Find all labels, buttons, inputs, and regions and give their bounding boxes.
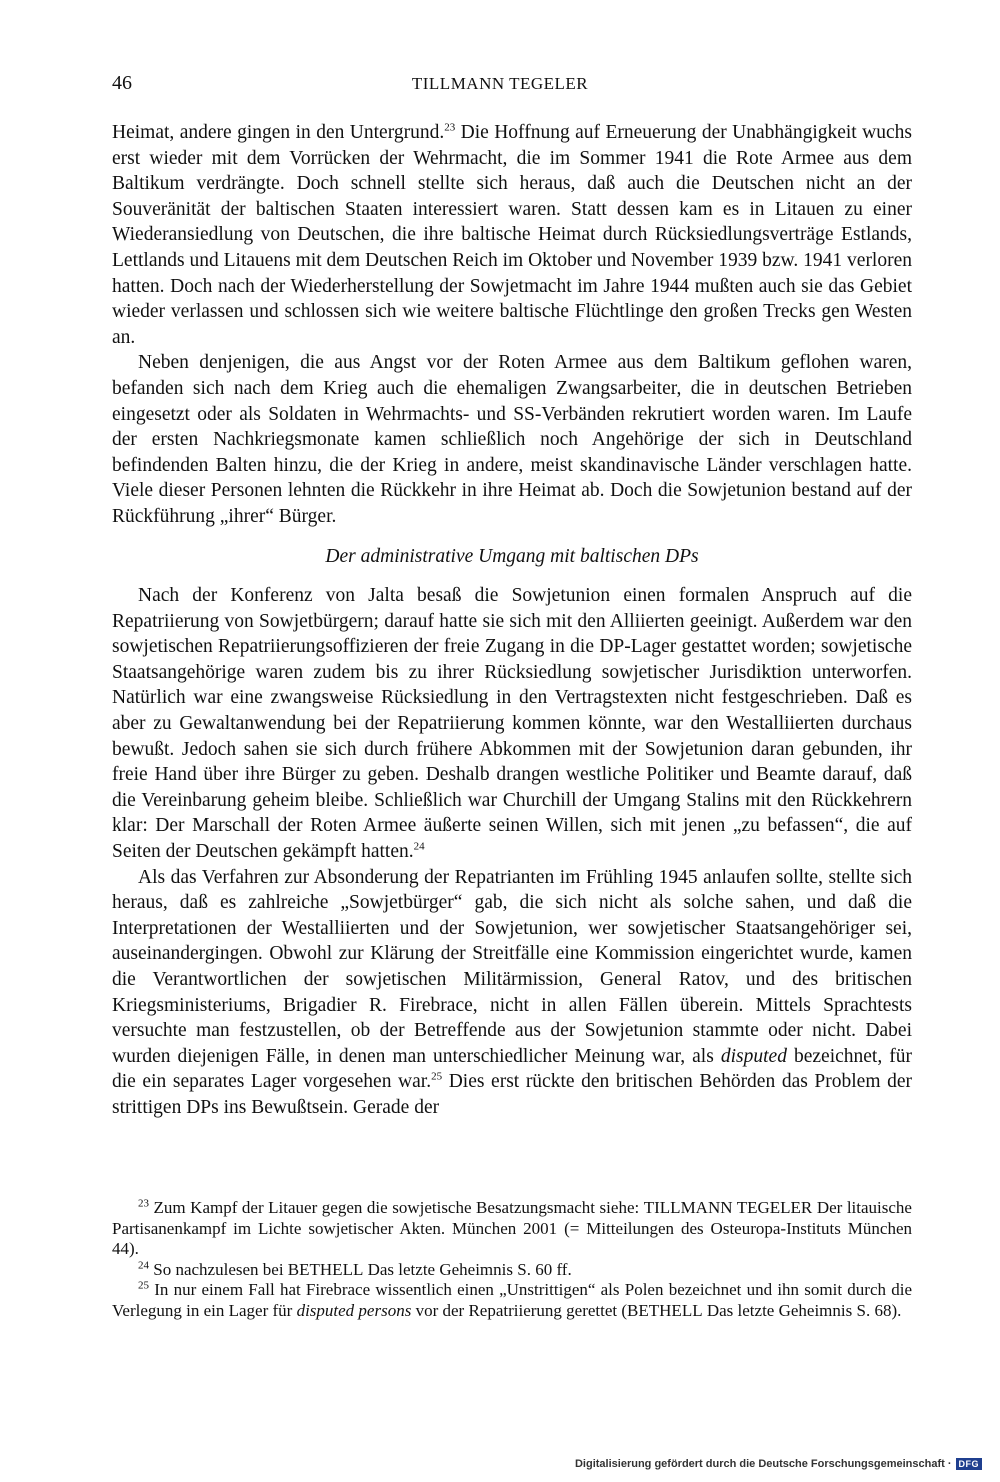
footnote-ref-25: 25 [431,1070,443,1083]
footnote-ref-24: 24 [413,840,425,853]
footnote-ref-23: 23 [444,121,456,134]
footnote-23: $^{23}$ Zum Kampf der Litauer gegen die sowjetische Besatzungsmacht siehe: TILLMANN TEGELER Der litauische Partisanenkampf im Lichte sowjetischer Akten. München 2001 (= Mitteilungen des Osteuropa-Instituts München 44). [112,1197,912,1258]
dfg-footer [575,1458,982,1470]
footnote-24: $^{24}$ So nachzulesen bei BETHELL Das letzte Geheimnis S. 60 ff. [138,1258,572,1279]
paragraph-2: Neben denjenigen, die aus Angst vor der Roten Armee aus dem Baltikum geflohen waren, befanden sich nach dem Krieg auch die ehemaligen Zwangsarbeiter, die in deutschen Betrieben eingesetzt oder als Soldaten in Wehrmachts- und SS-Verbänden rekrutiert worden waren. Im Laufe der ersten Nachkriegsmonate kamen schließlich noch Angehörige der sich in Deutschland befindenden Balten hinzu, die der Krieg in andere, meist skandinavische Länder verschlagen hatte. Viele dieser Personen lehnten die Rückkehr in ihre Heimat ab. Doch die Sowjetunion bestand auf der Rückführung „ihrer“ Bürger. [112,352,912,527]
footnotes [112,1198,912,1321]
footnote-25: $^{25}$ In nur einem Fall hat Firebrace wissentlich einen „Unstrittigen“ als Polen bezeichnet und ihn somit durch die Verlegung in ein Lager für disputed persons vor der Repatriierung gerettet (BETHELL Das letzte Geheimnis S. 68). [112,1279,912,1320]
paragraph-1: Heimat, andere gingen in den Untergrund.$^{23}$ Die Hoffnung auf Erneuerung der Unabhängigkeit wuchs erst wieder mit dem Vorrücken der Wehrmacht, die im Sommer 1941 die Rote Armee aus dem Baltikum verdrängte. Doch schnell stellte sich heraus, daß auch die Deutschen nicht an der Souveränität der baltischen Staaten interessiert waren. Statt dessen kam es in Litauen zu einer Wiederansiedlung von Deutschen, die ihre baltische Heimat durch Rücksiedlungsverträge Estlands, Lettlands und Litauens mit dem Deutschen Reich im Oktober und November 1939 bzw. 1941 verloren hatten. Doch nach der Wiederherstellung der Sowjetmacht im Jahre 1944 mußten auch sie das Gebiet wieder verlassen und schlossen sich wie weitere baltische Flüchtlinge den großen Trecks gen Westen an. [112,121,912,348]
paragraph-3: Nach der Konferenz von Jalta besaß die Sowjetunion einen formalen Anspruch auf die Repatriierung von Sowjetbürgern; darauf hatte sie sich mit den Alliierten geeinigt. Außerdem war den sowjetischen Repatriierungsoffizieren der freie Zugang in die DP-Lager gestattet worden; sowjetische Staatsangehörige waren zudem bis zu ihrer Rücksiedlung sowjetischer Jurisdiktion unterworfen. Natürlich war eine zwangsweise Rücksiedlung in den Vertragstexten nicht festgeschrieben. Daß es aber zu Gewaltanwendung bei der Repatriierung kommen könnte, war den Westalliierten durchaus bewußt. Jedoch sahen sie sich durch frühere Abkommen mit der Sowjetunion daran gebunden, ihr freie Hand über ihre Bürger zu geben. Deshalb drangen westliche Politiker und Beamte darauf, daß die Vereinbarung geheim bleibe. Schließlich war Churchill der Umgang Stalins mit den Rückkehrern klar: Der Marschall der Roten Armee äußerte seinen Willen, sich mit jenen „zu befassen“, die auf Seiten der Deutschen gekämpft hatten.$^{24}$ [112,585,912,863]
section-heading: Der administrative Umgang mit baltischen DPs [325,545,699,567]
body-text [112,120,912,1121]
paragraph-4: Als das Verfahren zur Absonderung der Repatrianten im Frühling 1945 anlaufen sollte, stellte sich heraus, daß es zahlreiche „Sowjetbürger“ gab, die sich nicht als solche sahen, und daß die Interpretationen der Westalliierten und der Sowjetunion, wer sowjetischer Staatsangehöriger sei, auseinandergingen. Obwohl zur Klärung der Streitfälle eine Kommission eingerichtet wurde, kamen die Verantwortlichen der sowjetischen Militärmission, General Ratov, und des britischen Kriegsministeriums, Brigadier R. Firebrace, nicht in allen Fällen überein. Mittels Sprachtests versuchte man festzustellen, ob der Betreffende aus der Sowjetunion stammte oder nicht. Dabei wurden diejenigen Fälle, in denen man unterschiedlicher Meinung war, als disputed bezeichnet, für die ein separates Lager vorgesehen war.$^{25}$ Dies erst rückte den britischen Behörden das Problem der strittigen DPs ins Bewußtsein. Gerade der [112,866,913,1118]
dfg-logo-icon: DFG [956,1458,983,1470]
dfg-credit: Digitalisierung gefördert durch die Deutsche Forschungsgemeinschaft · [574,1458,952,1470]
page-number: 46 [112,72,132,94]
running-head: TILLMANN TEGELER [411,74,589,93]
